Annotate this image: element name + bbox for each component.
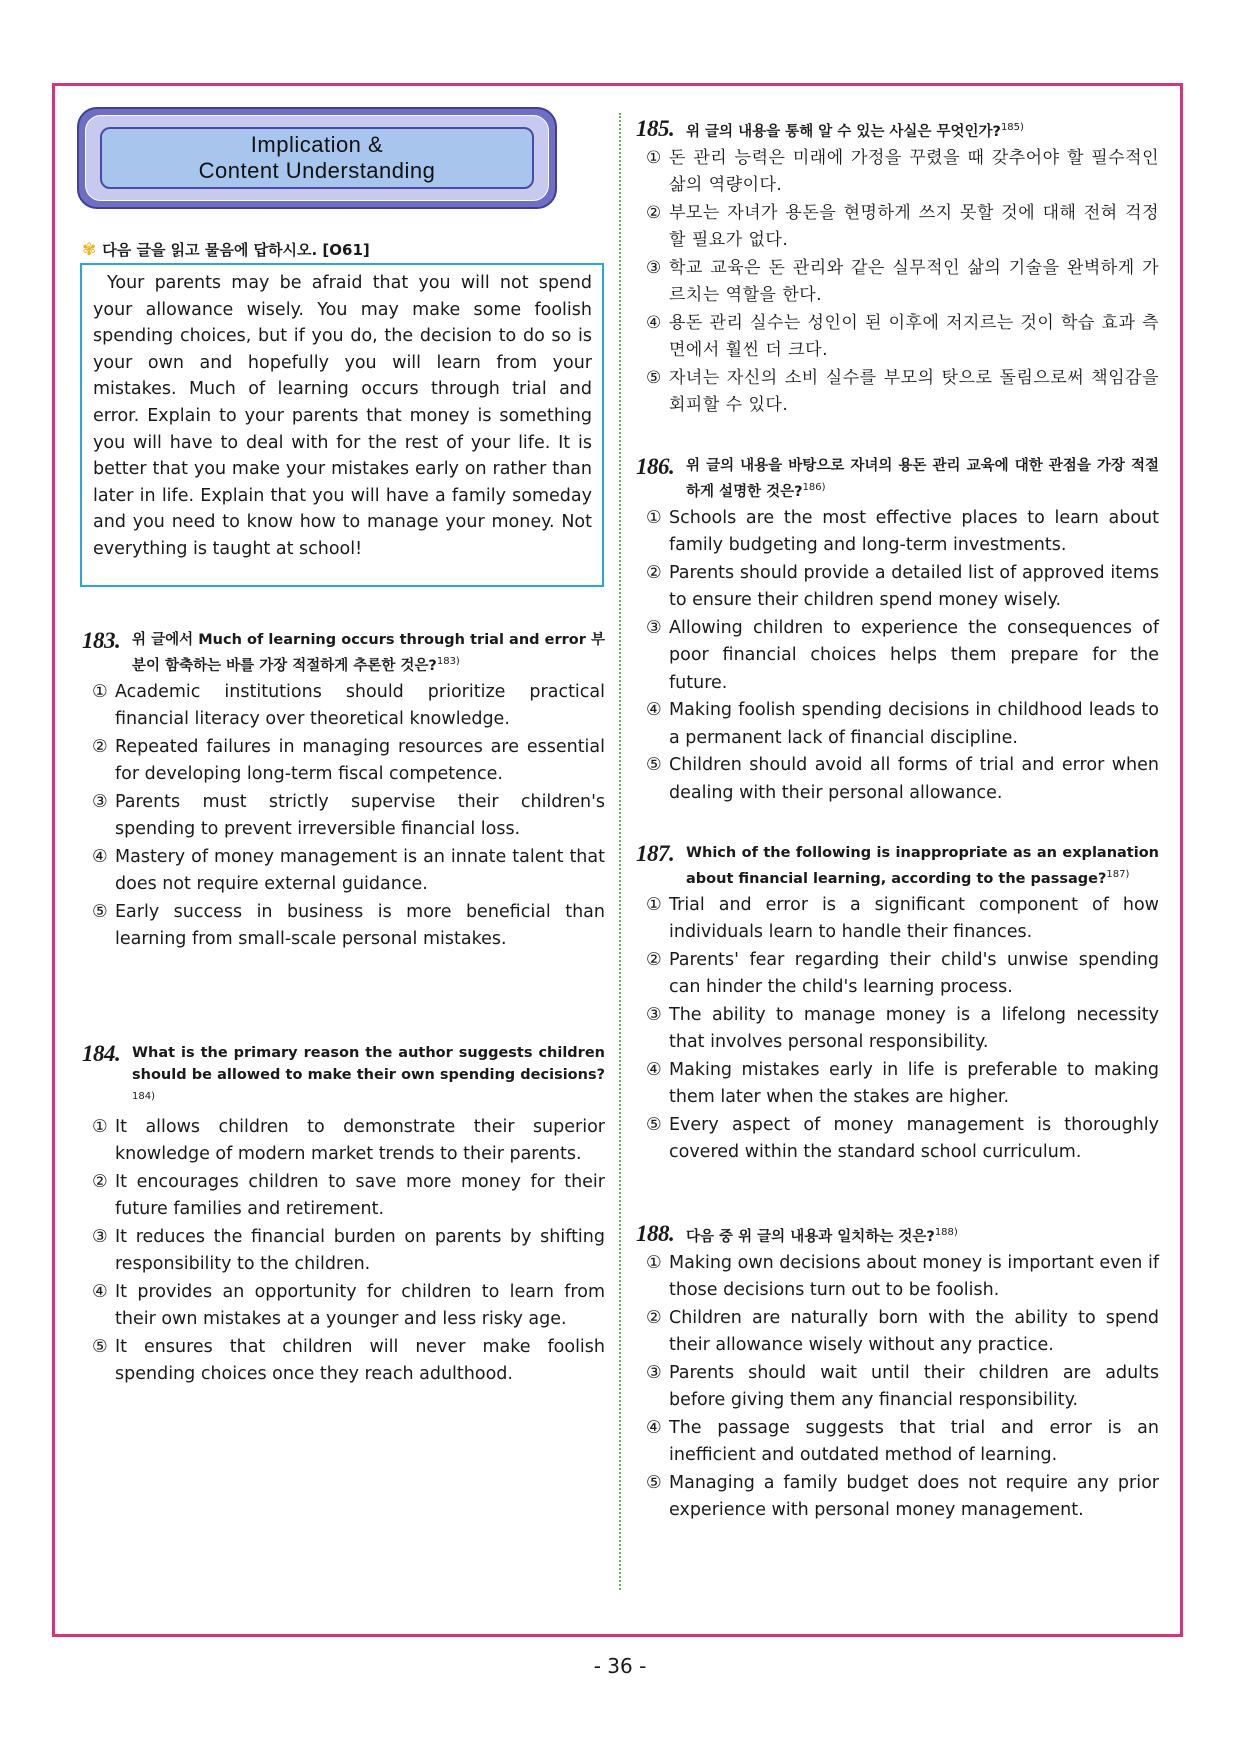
option-2[interactable]: ② Parents should provide a detailed list of approved items to ensure their children spend money wisely. [646, 562, 1159, 611]
option-3[interactable]: ③ The ability to manage money is a lifelong necessity that involves personal responsibility. [646, 1004, 1159, 1053]
question-text: 위 글의 내용을 바탕으로 자녀의 용돈 관리 교육에 대한 관점을 가장 적절하게 설명한 것은?$^{186)}$ [686, 458, 1159, 500]
option-4[interactable]: ④ Mastery of money management is an innate talent that does not require external guidance. [92, 846, 605, 895]
options-list [636, 892, 1159, 1167]
option-4[interactable]: ④ Making mistakes early in life is preferable to making them later when the stakes are higher. [646, 1059, 1159, 1108]
option-5[interactable]: ⑤ Early success in business is more beneficial than learning from small-scale personal mistakes. [92, 901, 605, 950]
question-number: 186. [636, 454, 675, 479]
option-3[interactable]: ③ 학교 교육은 돈 관리와 같은 실무적인 삶의 기술을 완벽하게 가르치는 역할을 한다. [646, 257, 1159, 306]
instruction-text: 다음 글을 읽고 물음에 답하시오. [O61] [102, 241, 370, 259]
option-4[interactable]: ④ Making foolish spending decisions in childhood leads to a permanent lack of financial discipline. [646, 700, 1159, 748]
option-2[interactable]: ② Parents' fear regarding their child's unwise spending can hinder the child's learning process. [646, 949, 1159, 998]
option-1[interactable]: ① Academic institutions should prioritize practical financial literacy over theoretical knowledge. [92, 681, 605, 730]
question-number: 188. [636, 1221, 675, 1246]
option-4[interactable]: ④ The passage suggests that trial and error is an inefficient and outdated method of learning. [646, 1417, 1159, 1466]
question-184 [82, 1042, 605, 1389]
option-2[interactable]: ② 부모는 자녀가 용돈을 현명하게 쓰지 못할 것에 대해 전혀 걱정할 필요가 없다. [646, 202, 1159, 251]
question-185 [636, 117, 1159, 420]
options-list [82, 679, 605, 954]
title-line2: Content Understanding [198, 158, 436, 183]
question-text: 위 글에서 Much of learning occurs through trial and error 부분이 함축하는 바를 가장 적절하게 추론한 것은?$^{183)}$ [132, 632, 605, 674]
question-number: 185. [636, 116, 675, 141]
option-2[interactable]: ② Repeated failures in managing resources are essential for developing long-term fiscal competence. [92, 736, 605, 785]
badge-ring [85, 115, 549, 201]
option-5[interactable]: ⑤ Every aspect of money management is thoroughly covered within the standard school curriculum. [646, 1114, 1159, 1163]
option-3[interactable]: ③ Parents must strictly supervise their children's spending to prevent irreversible financial loss. [92, 791, 605, 840]
option-4[interactable]: ④ It provides an opportunity for children to learn from their own mistakes at a younger and less risky age. [92, 1281, 605, 1330]
question-187 [636, 842, 1159, 1167]
question-text: 위 글의 내용을 통해 알 수 있는 사실은 무엇인가?$^{185)}$ [686, 122, 1024, 140]
option-2[interactable]: ② Children are naturally born with the ability to spend their allowance wisely without any practice. [646, 1307, 1159, 1356]
column-divider [619, 113, 621, 1590]
question-183 [82, 629, 605, 954]
question-188 [636, 1222, 1159, 1525]
option-4[interactable]: ④ 용돈 관리 실수는 성인이 된 이후에 저지르는 것이 학습 효과 측면에서 훨씬 더 크다. [646, 312, 1159, 361]
option-5[interactable]: ⑤ 자녀는 자신의 소비 실수를 부모의 탓으로 돌림으로써 책임감을 회피할 수 있다. [646, 367, 1159, 416]
page-number: - 36 - [593, 1654, 647, 1678]
options-list [636, 145, 1159, 420]
option-1[interactable]: ① Making own decisions about money is important even if those decisions turn out to be foolish. [646, 1252, 1159, 1301]
options-list [82, 1114, 605, 1389]
reading-passage: Your parents may be afraid that you will not spend your allowance wisely. You may make some foolish spending choices, but if you do, the decision to do so is your own and hopefully you will learn from your mistakes. Much of learning occurs through trial and error. Explain to your parents that money is something you will have to deal with for the rest of your life. It is better that you make your mistakes early on rather than later in life. Explain that you will have a family someday and you need to know how to manage your money. Not everything is taught at school! [80, 263, 604, 587]
options-list [636, 505, 1159, 808]
question-number: 187. [636, 841, 675, 866]
question-text: What is the primary reason the author suggests children should be allowed to make their own spending decisions?$^{184)}$ [132, 1045, 605, 1102]
option-1[interactable]: ① It allows children to demonstrate their superior knowledge of modern market trends to their parents. [92, 1116, 605, 1165]
question-186 [636, 455, 1159, 807]
option-3[interactable]: ③ Parents should wait until their children are adults before giving them any financial responsibility. [646, 1362, 1159, 1411]
question-number: 184. [82, 1041, 121, 1066]
instruction [82, 239, 370, 260]
badge-label [100, 127, 534, 189]
flower-icon: ✾ [82, 239, 97, 260]
option-3[interactable]: ③ Allowing children to experience the consequences of poor financial choices helps them prepare for the future. [646, 617, 1159, 693]
option-3[interactable]: ③ It reduces the financial burden on parents by shifting responsibility to the children. [92, 1226, 605, 1275]
option-5[interactable]: ⑤ It ensures that children will never make foolish spending choices once they reach adulthood. [92, 1336, 605, 1385]
option-1[interactable]: ① Trial and error is a significant component of how individuals learn to handle their finances. [646, 894, 1159, 943]
option-5[interactable]: ⑤ Children should avoid all forms of trial and error when dealing with their personal allowance. [646, 755, 1159, 803]
options-list [636, 1250, 1159, 1525]
question-text: 다음 중 위 글의 내용과 일치하는 것은?$^{188)}$ [686, 1227, 958, 1245]
section-title-badge [77, 107, 557, 209]
option-1[interactable]: ① 돈 관리 능력은 미래에 가정을 꾸렸을 때 갖추어야 할 필수적인 삶의 역량이다. [646, 147, 1159, 196]
option-1[interactable]: ① Schools are the most effective places to learn about family budgeting and long-term investments. [646, 507, 1159, 556]
option-2[interactable]: ② It encourages children to save more money for their future families and retirement. [92, 1171, 605, 1220]
question-text: Which of the following is inappropriate as an explanation about financial learning, according to the passage?$^{187)}$ [686, 845, 1159, 887]
option-5[interactable]: ⑤ Managing a family budget does not require any prior experience with personal money management. [646, 1472, 1159, 1521]
question-number: 183. [82, 628, 121, 653]
title-line1: Implication & [250, 132, 384, 157]
